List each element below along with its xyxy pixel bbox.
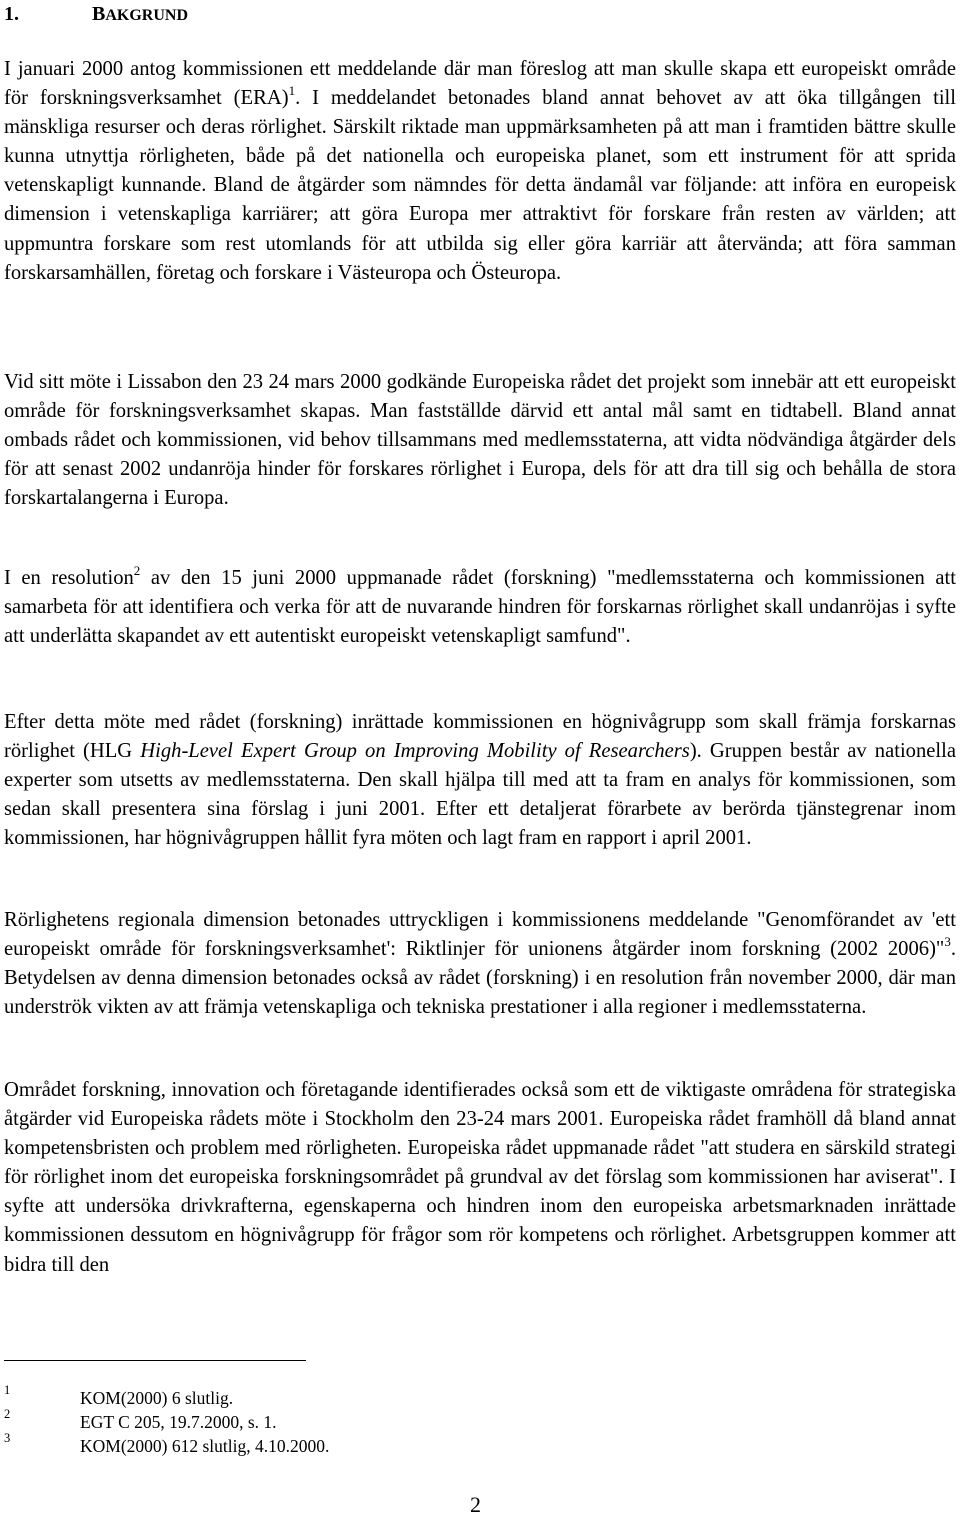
paragraph-1 — [4, 55, 956, 288]
footnote-3-number: 3 — [4, 1431, 11, 1445]
paragraph-3-text-b: av den 15 juni 2000 uppmanade rådet (forskning) "medlemsstaterna och kommissionen att samarbeta för att identifiera och verka för att de nuvarande hindren för forskarnas rörlighet skall undanröjas i syfte att underlätta skapandet av ett autentiskt europeiskt vetenskapligt samfund". — [4, 567, 956, 648]
paragraph-6-text: Området forskning, innovation och företagande identifierades också som ett de viktigaste områdena för strategiska åtgärder vid Europeiska rådets möte i Stockholm den 23-24 mars 2001. Europeiska rådet framhöll då bland annat kompetensbristen och problem med rörligheten. Europeiska rådet uppmanade rådet "att studera en särskild strategi för rörlighet inom det europeiska forskningsområdet på grundval av det förslag som kommissionen har aviserat". I syfte att undersöka drivkrafterna, egenskaperna och hindren inom den europeiska arbetsmarknaden inrättade kommissionen dessutom en högnivågrupp för frågor som rör kompetens och rörlighet. Arbetsgruppen kommer att bidra till den — [4, 1079, 956, 1276]
section-title-initial: B — [92, 3, 106, 25]
footnote-ref-2[interactable]: 2 — [133, 563, 141, 578]
footnote-2-text: EGT C 205, 19.7.2000, s. 1. — [80, 1412, 277, 1432]
footnote-ref-3[interactable]: 3 — [944, 934, 951, 950]
paragraph-6 — [4, 1076, 956, 1280]
section-number: 1. — [4, 3, 19, 25]
paragraph-2-text: Vid sitt möte i Lissabon den 23 24 mars 2000 godkände Europeiska rådet det projekt som innebär att ett europeiskt område för forskningsverksamhet skapas. Man fastställde därvid ett antal mål samt en tidtabell. Bland annat ombads rådet och kommissionen, vid behov tillsammans med medlemsstaterna, att vidta nödvändiga åtgärder dels för att senast 2002 undanröja hinder för forskares rörlighet i Europa, dels för att dra till sig och behålla de stora forskartalangerna i Europa. — [4, 371, 956, 510]
paragraph-3 — [4, 564, 956, 651]
footnote-2-number: 2 — [4, 1407, 11, 1421]
paragraph-4 — [4, 708, 956, 853]
section-title-rest: AKGRUND — [105, 7, 189, 24]
page-number: 2 — [470, 1492, 481, 1517]
paragraph-2 — [4, 368, 956, 513]
paragraph-3-text-a: I en resolution — [4, 567, 134, 589]
paragraph-4-text-a: Efter detta möte med rådet (forskning) inrättade kommissionen en högnivågrupp som skall främja forskarnas rörlighet (HLG — [4, 711, 956, 763]
footnote-ref-1[interactable]: 1 — [288, 83, 296, 99]
footnote-3-text: KOM(2000) 612 slutlig, 4.10.2000. — [80, 1436, 330, 1456]
footnote-1-text: KOM(2000) 6 slutlig. — [80, 1388, 234, 1408]
paragraph-5-text-a: Rörlighetens regionala dimension betonades uttryckligen i kommissionens meddelande "Genomförandet av 'ett europeiskt område för forskningsverksamhet': Riktlinjer för unionens åtgärder inom forskning (2002 2006)" — [4, 909, 956, 961]
paragraph-1-text-b: . I meddelandet betonades bland annat behovet av att öka tillgången till mänskliga resurser och deras rörlighet. Särskilt riktade man uppmärksamheten på att man i framtiden bättre skulle kunna utnyttja rörligheten, både på det nationella och europeiska planet, som ett instrument för att sprida vetenskapligt kunnande. Bland de åtgärder som nämndes för detta ändamål var följande: att införa en europeisk dimension i vetenskapliga karriärer; att göra Europa mer attraktivt för forskare från resten av världen; att uppmuntra forskare som rest utomlands för att utbilda sig eller göra karriär att återvända; att föra samman forskarsamhällen, företag och forskare i Västeuropa och Östeuropa. — [4, 87, 956, 284]
footnote-1-number: 1 — [4, 1383, 11, 1397]
paragraph-5-text-b: . Betydelsen av denna dimension betonades också av rådet (forskning) i en resolution från november 2000, där man underströk vikten av att främja vetenskapliga och tekniska prestationer i alla regioner i medlemsstaterna. — [4, 938, 956, 1019]
paragraph-5 — [4, 906, 956, 1022]
section-heading — [4, 2, 188, 28]
paragraph-4-italic: High-Level Expert Group on Improving Mobility of Researchers — [140, 740, 690, 763]
paragraph-1-text-a: I januari 2000 antog kommissionen ett meddelande där man föreslog att man skulle skapa ett europeiskt område för forskningsverksamhet (ERA) — [4, 58, 956, 110]
footnote-separator — [4, 1360, 306, 1361]
paragraph-4-text-b: ). Gruppen består av nationella experter som utsetts av medlemsstaterna. Den skall hjälpa till med att ta fram en analys för kommissionen, som sedan skall presentera sina förslag i juni 2001. Efter ett detaljerat förarbete av berörda tjänstegrenar inom kommissionen, har högnivågruppen hållit fyra möten och lagt fram en rapport i april 2001. — [4, 740, 956, 850]
